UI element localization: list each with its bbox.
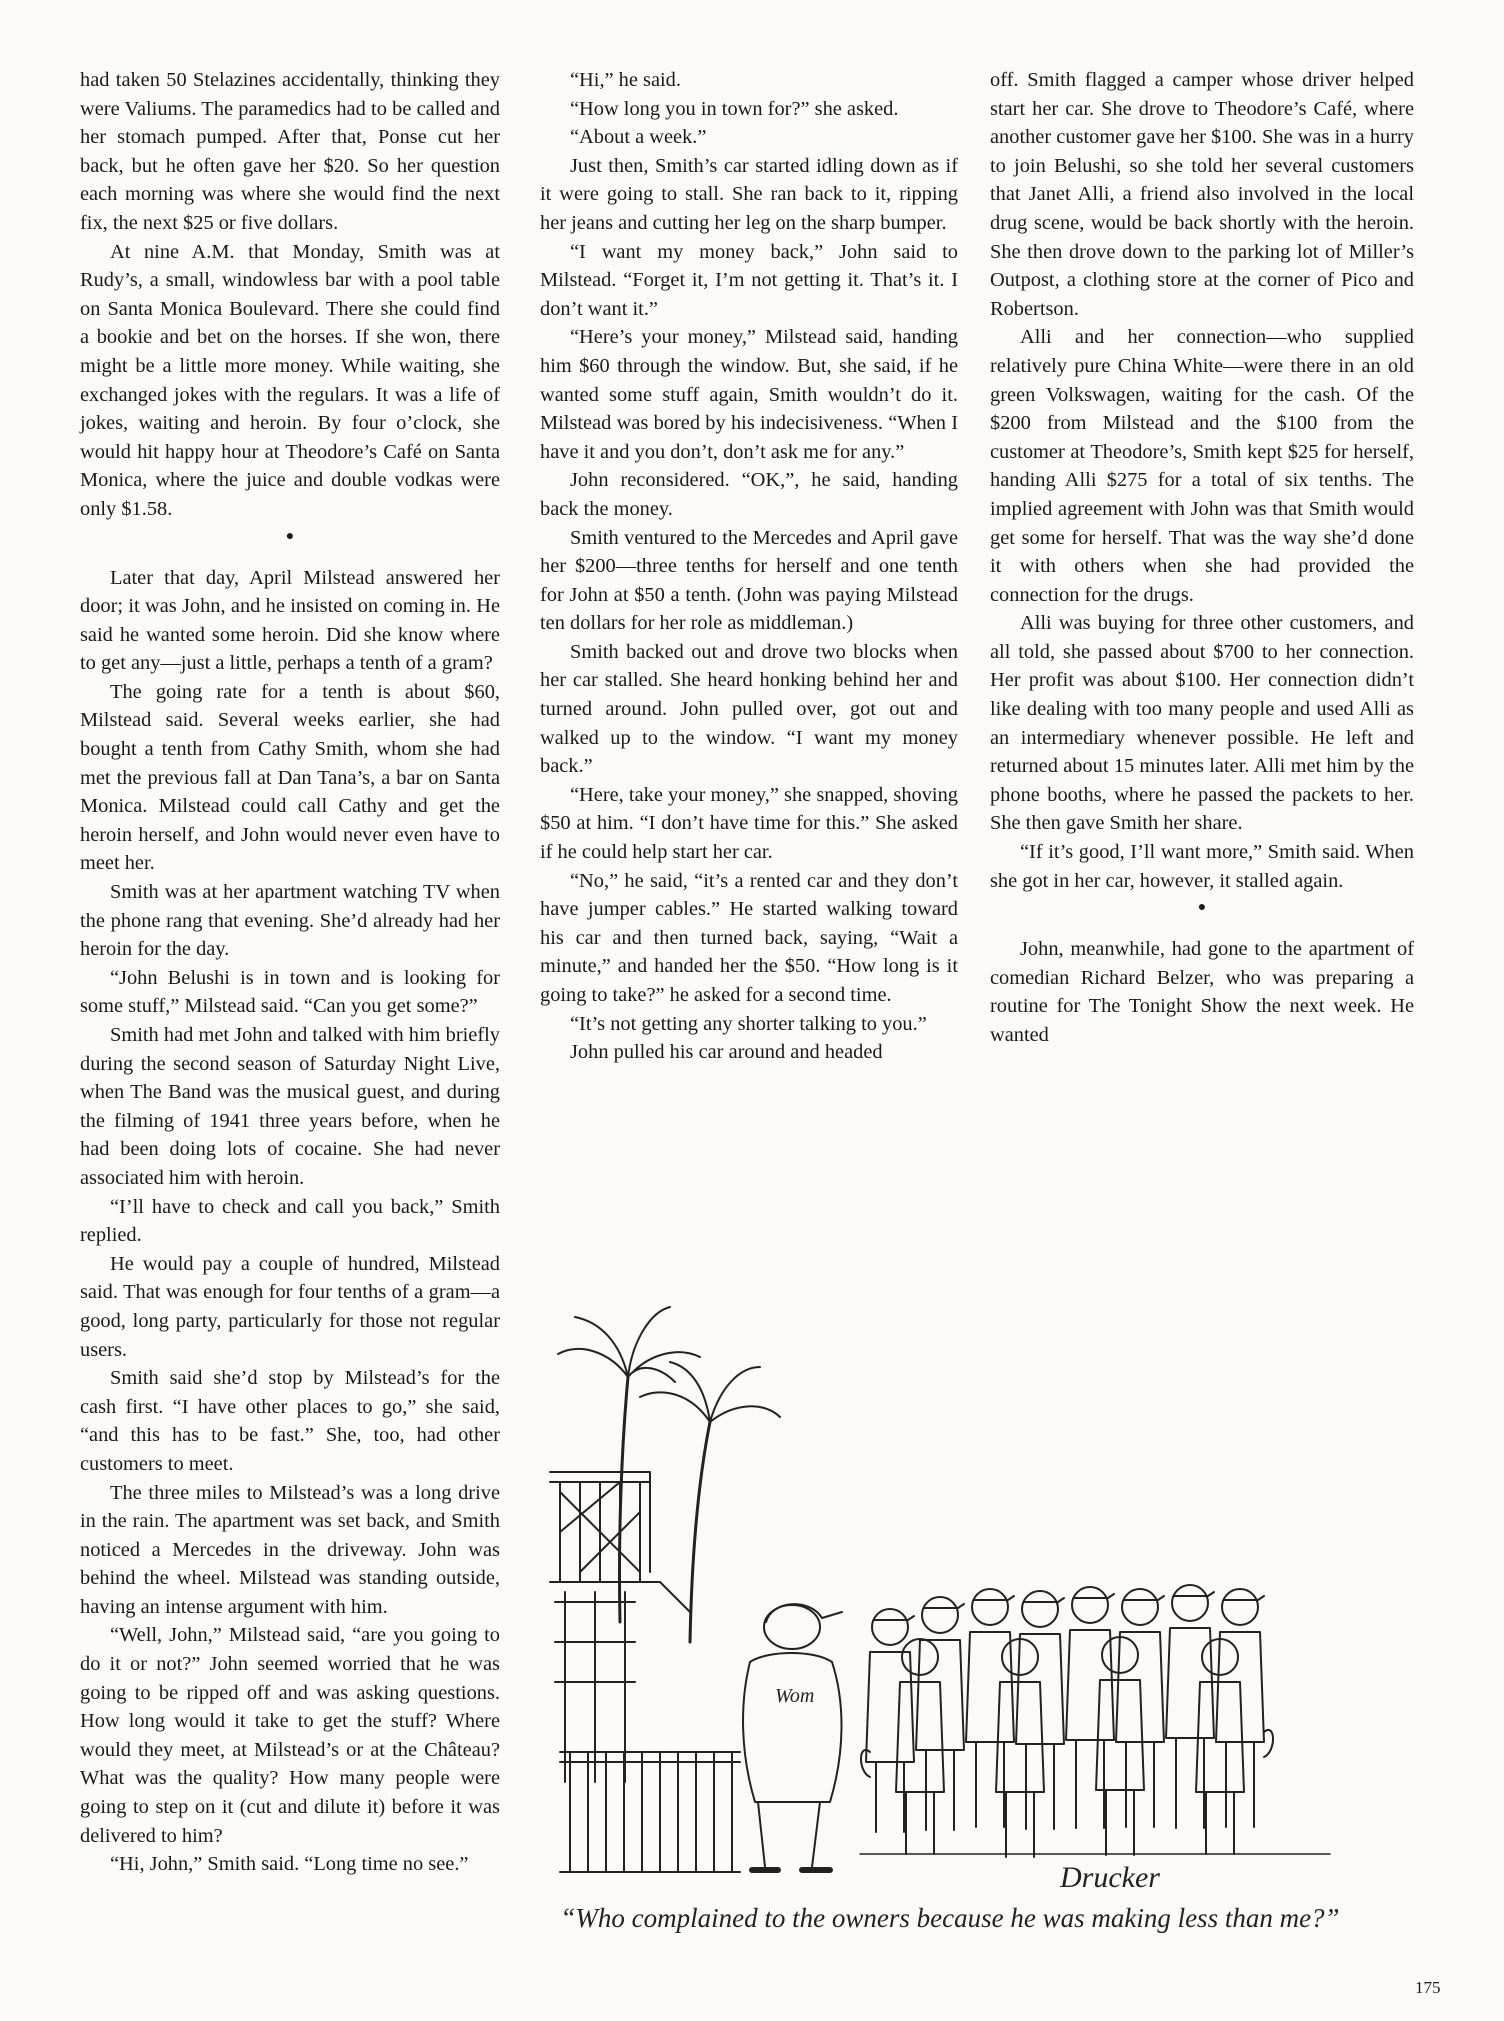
paragraph: “No,” he said, “it’s a rented car and they don’t have jumper cables.” He started walking toward his car and then turned back, saying, “Wait a minute,” and handed her the $50. “How long is it going to take?” he asked for a second time. (540, 869, 958, 1006)
paragraph: “Well, John,” Milstead said, “are you going to do it or not?” John seemed worried that he was going to be ripped off and was asking questions. How long would it take to get the stuff? Where would they meet, at Milstead’s or at the Château? What was the quality? How many people were going to step on it (cut and dilute it) before it was delivered to him? (80, 1624, 500, 1847)
paragraph: Smith backed out and drove two blocks when her car stalled. She heard honking behind her and turned around. John pulled over, got out and walked up to the window. “I want my money back.” (540, 640, 958, 778)
section-break: ● (285, 528, 295, 544)
paragraph: Smith was at her apartment watching TV when the phone rang that evening. She’d already had her heroin for the day. (80, 881, 500, 961)
paragraph: “Here’s your money,” Milstead said, handing him $60 through the window. But, she said, if he wanted some stuff again, Smith wouldn’t do it. Milstead was bored by his indecisiveness. “When I have it and you don’t, don’t ask me for any.” (540, 326, 958, 463)
cartoonist-signature: Drucker (1060, 1861, 1160, 1894)
article-column-2 (540, 66, 958, 1067)
paragraph: John, meanwhile, had gone to the apartment of comedian Richard Belzer, who was preparing a routine for The Tonight Show the next week. He wanted (990, 938, 1414, 1046)
paragraph: The three miles to Milstead’s was a long drive in the rain. The apartment was set back, and Smith noticed a Mercedes in the driveway. John was behind the wheel. Milstead was standing outside, having an intense argument with him. (80, 1481, 500, 1618)
paragraph: Smith had met John and talked with him briefly during the second season of Saturday Night Live, when The Band was the musical guest, and during the filming of 1941 three years before, when he had been doing lots of cocaine. She had never associated him with heroin. (80, 1024, 500, 1189)
paragraph: John pulled his car around and headed (570, 1041, 883, 1064)
paragraph: Just then, Smith’s car started idling down as if it were going to stall. She ran back to it, ripping her jeans and cutting her leg on the sharp bumper. (540, 154, 958, 234)
paragraph: Alli and her connection—who supplied relatively pure China White—were there in an old green Volkswagen, waiting for the cash. Of the $200 from Milstead and the $100 from the customer at Theodore’s, Smith kept $25 for herself, handing Alli $275 for a total of six tenths. The implied agreement with John was that Smith would get some for herself. That was the way she’d done it with others when she had provided the connection for the drugs. (990, 326, 1414, 606)
section-break: ● (1197, 900, 1207, 916)
paragraph: “Here, take your money,” she snapped, shoving $50 at him. “I don’t have time for this.” She asked if he could help start her car. (540, 783, 958, 864)
paragraph: “How long you in town for?” she asked. (570, 97, 899, 120)
cartoon-caption: “Who complained to the owners because he was making less than me?” (560, 1903, 1340, 1933)
page-number: 175 (1415, 1978, 1441, 1997)
player (916, 1597, 964, 1830)
coach-shirt-text: Wom (775, 1685, 815, 1707)
paragraph: “It’s not getting any shorter talking to you.” (570, 1012, 927, 1035)
paragraph: “John Belushi is in town and is looking for some stuff,” Milstead said. “Can you get some?” (80, 966, 500, 1018)
paragraph: off. Smith flagged a camper whose driver helped start her car. She drove to Theodore’s Café, where another customer gave her $100. She was in a hurry to join Belushi, so she told her several customers that Janet Alli, a friend also involved in the local drug scene, would be back shortly with the heroin. She then drove down to the parking lot of Miller’s Outpost, a clothing store at the corner of Pico and Robertson. (990, 69, 1414, 320)
paragraph: “I want my money back,” John said to Milstead. “Forget it, I’m not getting it. That’s it. I don’t want it.” (540, 240, 958, 320)
fence (560, 1752, 740, 1872)
player (1016, 1591, 1064, 1829)
article-column-3 (990, 66, 1414, 1050)
paragraph: Alli was buying for three other customers, and all told, she passed about $700 to her connection. Her profit was about $100. Her connection didn’t like dealing with too many people and used Alli as an intermediary whenever possible. He left and returned about 15 minutes later. Alli met him by the phone booths, where he passed the packets to her. She then gave Smith her share. (990, 612, 1414, 835)
paragraph: Later that day, April Milstead answered her door; it was John, and he insisted on coming in. He said he wanted some heroin. Did she know where to get any—just a little, perhaps a tenth of a gram? (80, 566, 500, 675)
article-column-1 (80, 66, 500, 1879)
paragraph: “I’ll have to check and call you back,” Smith replied. (80, 1195, 500, 1247)
paragraph: “Hi, John,” Smith said. “Long time no see.” (110, 1853, 469, 1876)
paragraph: “Hi,” he said. (570, 69, 681, 91)
baseball-team (860, 1585, 1330, 1857)
paragraph: John reconsidered. “OK,”, he said, handing back the money. (540, 469, 958, 520)
paragraph: Smith ventured to the Mercedes and April gave her $200—three tenths for herself and one tenth for John at $50 a tenth. (John was paying Milstead ten dollars for her role as middleman.) (540, 526, 958, 635)
paragraph: The going rate for a tenth is about $60, Milstead said. Several weeks earlier, she had bought a tenth from Cathy Smith, whom she had met the previous fall at Dan Tana’s, a bar on Santa Monica. Milstead could call Cathy and get the heroin herself, and John would never even have to meet her. (80, 680, 500, 875)
stadium-gate (550, 1472, 690, 1782)
paragraph: “If it’s good, I’ll want more,” Smith said. When she got in her car, however, it stalled again. (990, 841, 1414, 892)
paragraph: At nine A.M. that Monday, Smith was at Rudy’s, a small, windowless bar with a pool table on Santa Monica Boulevard. There she could find a bookie and bet on the horses. If she won, there might be a little more money. While waiting, she exchanged jokes with the regulars. It was a life of jokes, waiting and heroin. By four o’clock, she would hit happy hour at Theodore’s Café on Santa Monica, where the juice and double vodkas were only $1.58. (80, 240, 500, 520)
player (1116, 1589, 1164, 1827)
paragraph: He would pay a couple of hundred, Milstead said. That was enough for four tenths of a gram—a good, long party, particularly for those not regular users. (80, 1252, 500, 1361)
paragraph: Smith said she’d stop by Milstead’s for the cash first. “I have other places to go,” she said, “and this has to be fast.” She, too, had other customers to meet. (80, 1367, 500, 1475)
cartoon-illustration (540, 1282, 1340, 1897)
paragraph: “About a week.” (570, 126, 707, 149)
paragraph: had taken 50 Stelazines accidentally, thinking they were Valiums. The paramedics had to be called and her stomach pumped. After that, Ponse cut her back, but he often gave her $20. So her question each morning was where she would find the next fix, the next $25 or five dollars. (80, 69, 500, 234)
coach-figure (743, 1604, 842, 1870)
